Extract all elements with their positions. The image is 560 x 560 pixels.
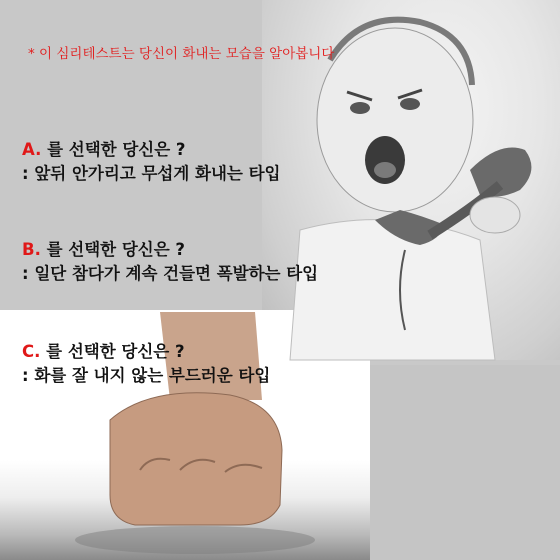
option-a-question-text: 를 선택한 당신은 ? [41, 140, 186, 159]
option-b-question-text: 를 선택한 당신은 ? [40, 240, 185, 259]
option-c-question [22, 340, 270, 364]
option-c-answer: : 화를 잘 내지 않는 부드러운 타입 [22, 366, 271, 385]
option-c-letter: C. [22, 342, 41, 361]
option-a-answer: : 앞뒤 안가리고 무섭게 화내는 타입 [22, 164, 281, 183]
option-b [22, 238, 318, 286]
option-b-letter: B. [22, 240, 41, 259]
option-a [22, 138, 280, 186]
option-a-letter: A. [22, 140, 42, 159]
option-b-answer: : 일단 참다가 계속 건들면 폭발하는 타입 [22, 264, 319, 283]
option-c [22, 340, 270, 388]
intro-note: * 이 심리테스트는 당신이 화내는 모습을 알아봅니다 [28, 46, 335, 62]
option-a-question [22, 138, 280, 162]
option-c-question-text: 를 선택한 당신은 ? [40, 342, 185, 361]
option-b-question [22, 238, 318, 262]
